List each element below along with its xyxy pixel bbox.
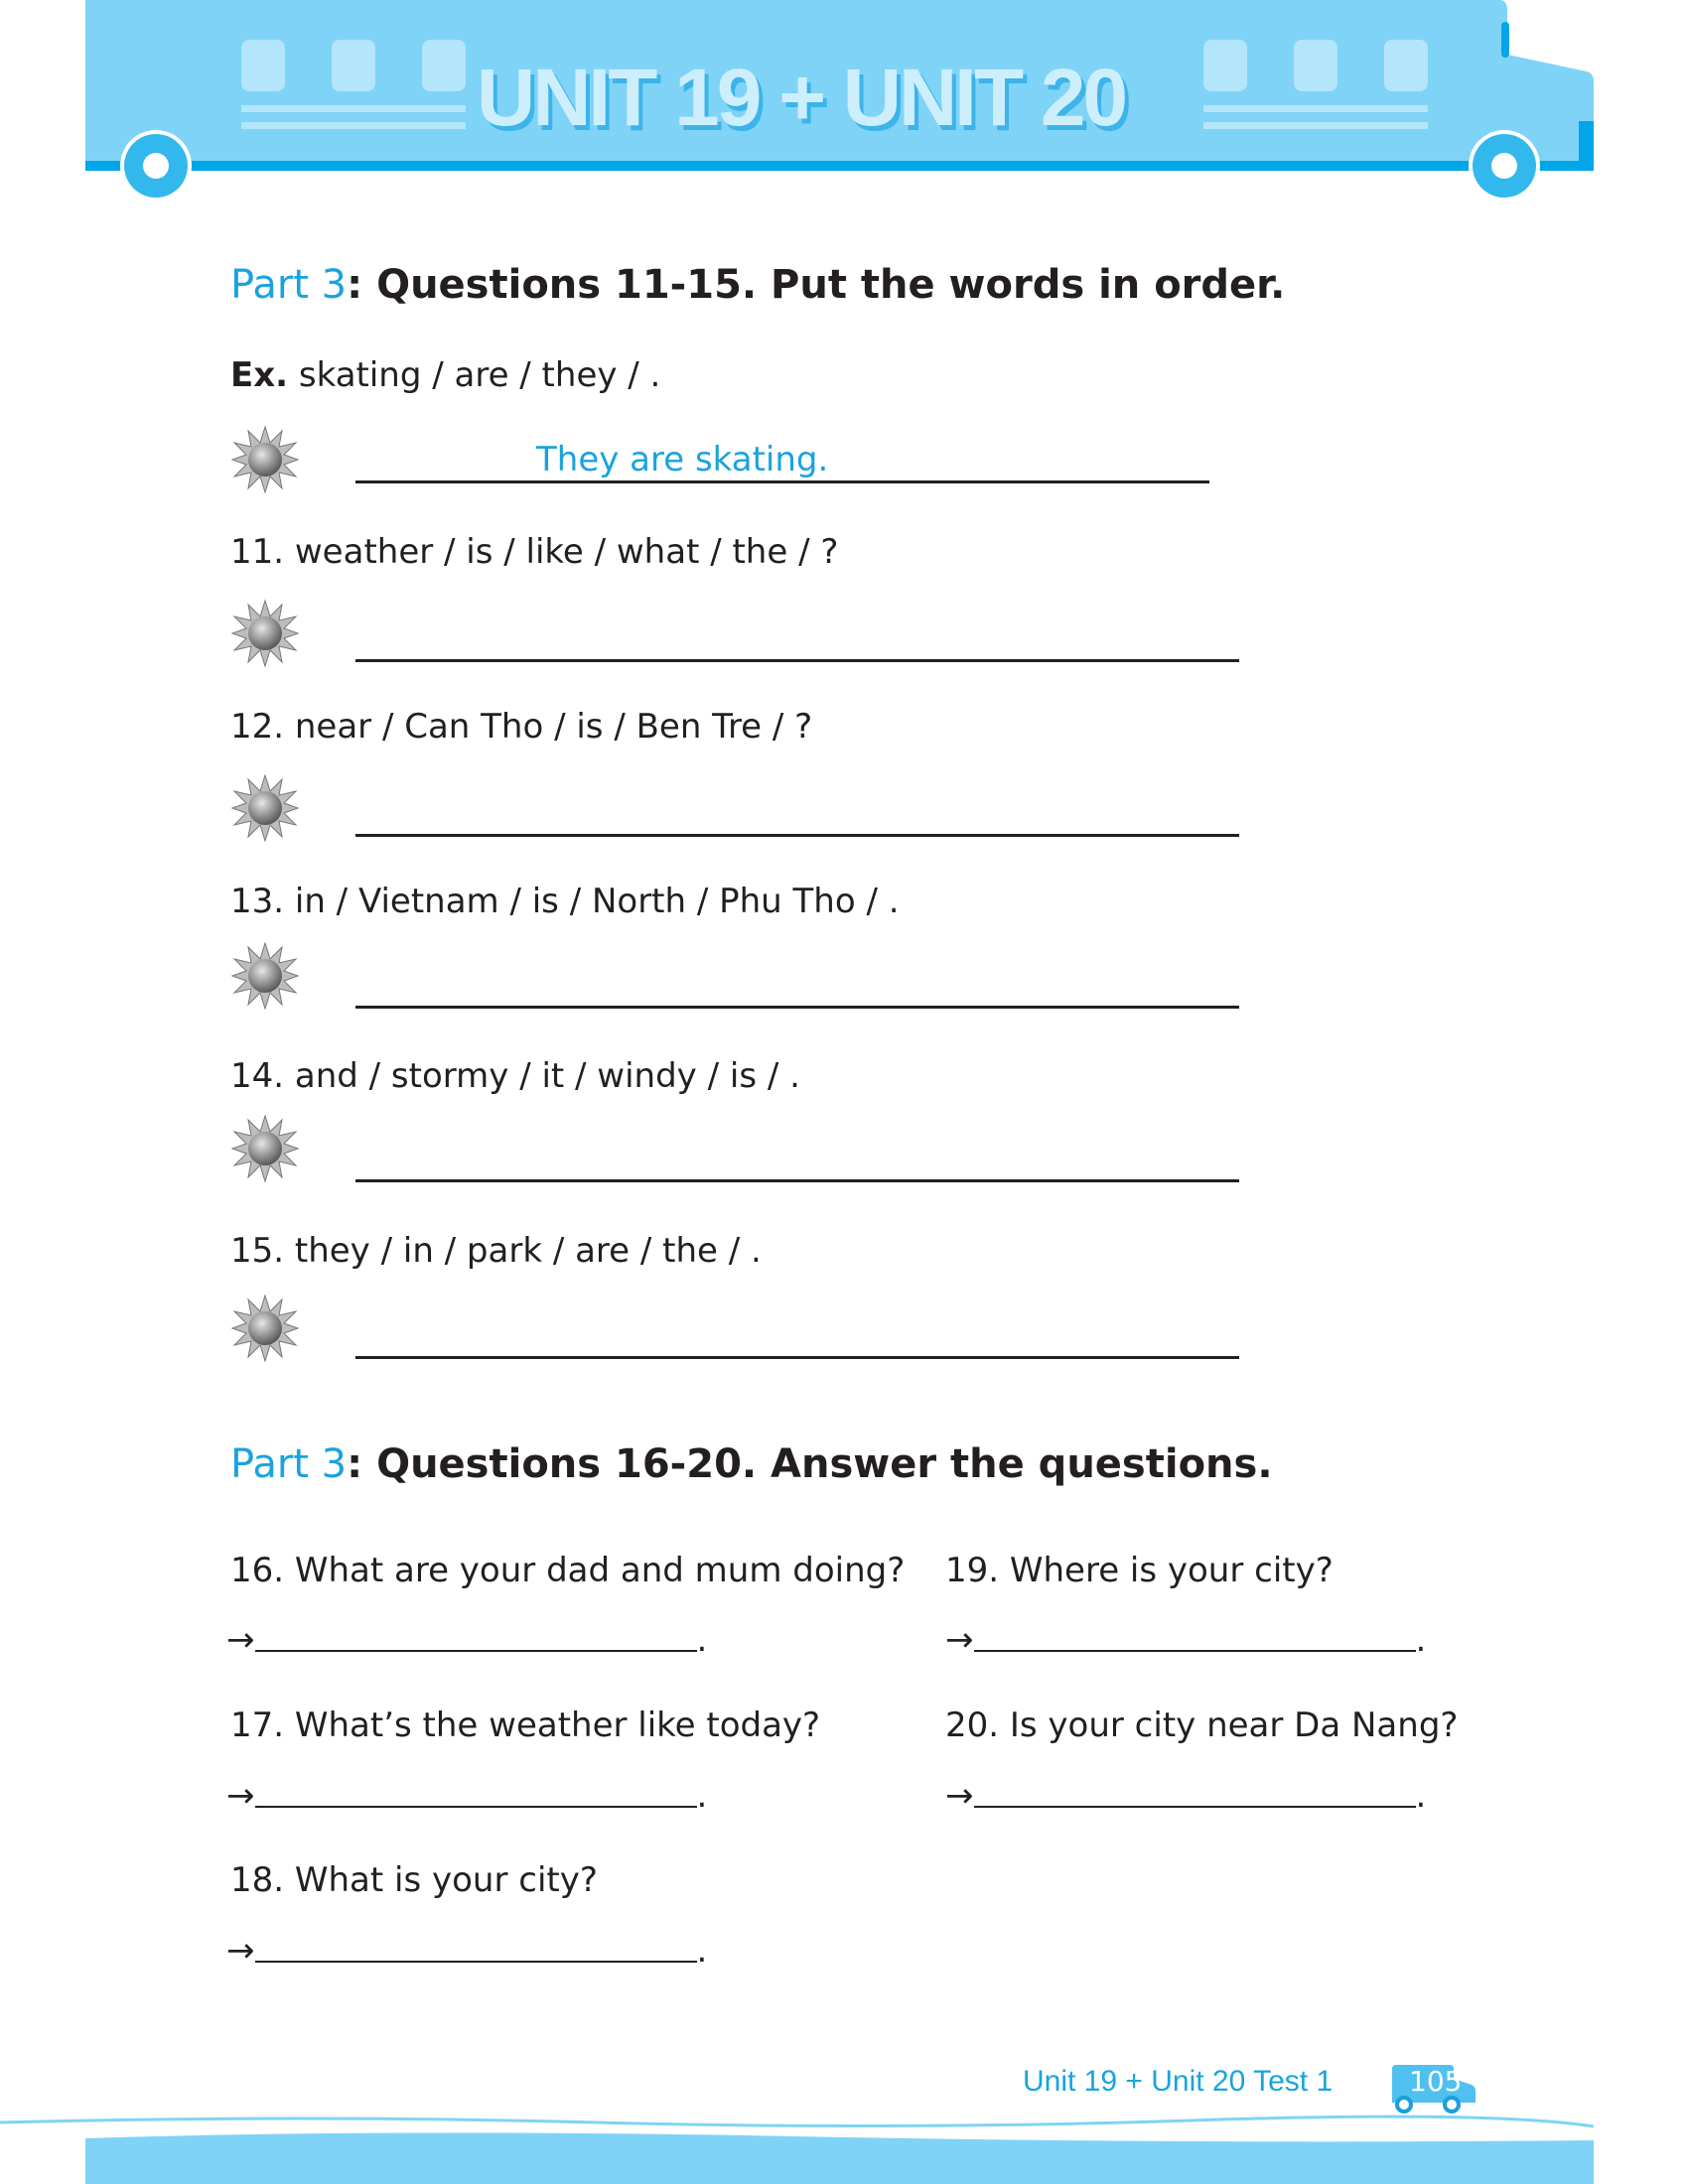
section-heading-answer-questions (230, 1441, 1273, 1487)
question-17: 17. What’s the weather like today? (230, 1706, 821, 1745)
sun-icon (230, 425, 300, 494)
period: . (1415, 1776, 1427, 1816)
example-label: Ex. (230, 355, 289, 395)
unit-title: UNIT 19 + UNIT 20 (477, 53, 1126, 143)
arrow-icon: → (226, 1620, 255, 1660)
question-18: 18. What is your city? (230, 1860, 598, 1900)
answer-field-16[interactable] (226, 1620, 707, 1660)
arrow-icon: → (226, 1931, 255, 1971)
arrow-icon: → (226, 1776, 255, 1816)
footer-test-label: Unit 19 + Unit 20 Test 1 (1023, 2065, 1334, 2098)
wheel-icon (120, 130, 192, 202)
section-heading-put-in-order (230, 262, 1285, 308)
example-prompt (230, 355, 660, 395)
example-answer: They are skating. (536, 440, 829, 479)
answer-field-19[interactable] (945, 1620, 1426, 1660)
period: . (696, 1931, 708, 1971)
question-13: 13. in / Vietnam / is / North / Phu Tho / . (230, 882, 900, 921)
answer-field-20[interactable] (945, 1776, 1426, 1816)
sun-icon (230, 599, 300, 668)
instruction: : Questions 16-20. Answer the questions. (347, 1441, 1273, 1487)
sun-icon (230, 1294, 300, 1363)
question-19: 19. Where is your city? (945, 1551, 1334, 1590)
answer-line-14[interactable] (355, 1179, 1239, 1182)
page-number: 105 (1409, 2065, 1463, 2098)
part-label: Part 3 (230, 262, 348, 308)
sun-icon (230, 1114, 300, 1183)
sun-icon (230, 773, 300, 843)
question-14: 14. and / stormy / it / windy / is / . (230, 1056, 800, 1096)
period: . (1415, 1620, 1427, 1660)
question-12: 12. near / Can Tho / is / Ben Tre / ? (230, 707, 813, 747)
question-20: 20. Is your city near Da Nang? (945, 1706, 1459, 1745)
wheel-icon (1469, 130, 1540, 202)
period: . (696, 1620, 708, 1660)
question-15: 15. they / in / park / are / the / . (230, 1231, 762, 1271)
example-words: skating / are / they / . (288, 355, 661, 395)
answer-line-12[interactable] (355, 834, 1239, 837)
answer-line-15[interactable] (355, 1356, 1239, 1359)
answer-line-11[interactable] (355, 659, 1239, 662)
question-11: 11. weather / is / like / what / the / ? (230, 532, 839, 572)
sun-icon (230, 941, 300, 1011)
answer-line-13[interactable] (355, 1006, 1239, 1009)
part-label: Part 3 (230, 1441, 348, 1487)
question-16: 16. What are your dad and mum doing? (230, 1551, 906, 1590)
footer-wave (0, 2109, 1688, 2184)
arrow-icon: → (945, 1776, 974, 1816)
arrow-icon: → (945, 1620, 974, 1660)
answer-field-18[interactable] (226, 1931, 707, 1971)
answer-field-17[interactable] (226, 1776, 707, 1816)
period: . (696, 1776, 708, 1816)
example-answer-line (355, 480, 1209, 483)
instruction: : Questions 11-15. Put the words in order. (347, 262, 1286, 308)
